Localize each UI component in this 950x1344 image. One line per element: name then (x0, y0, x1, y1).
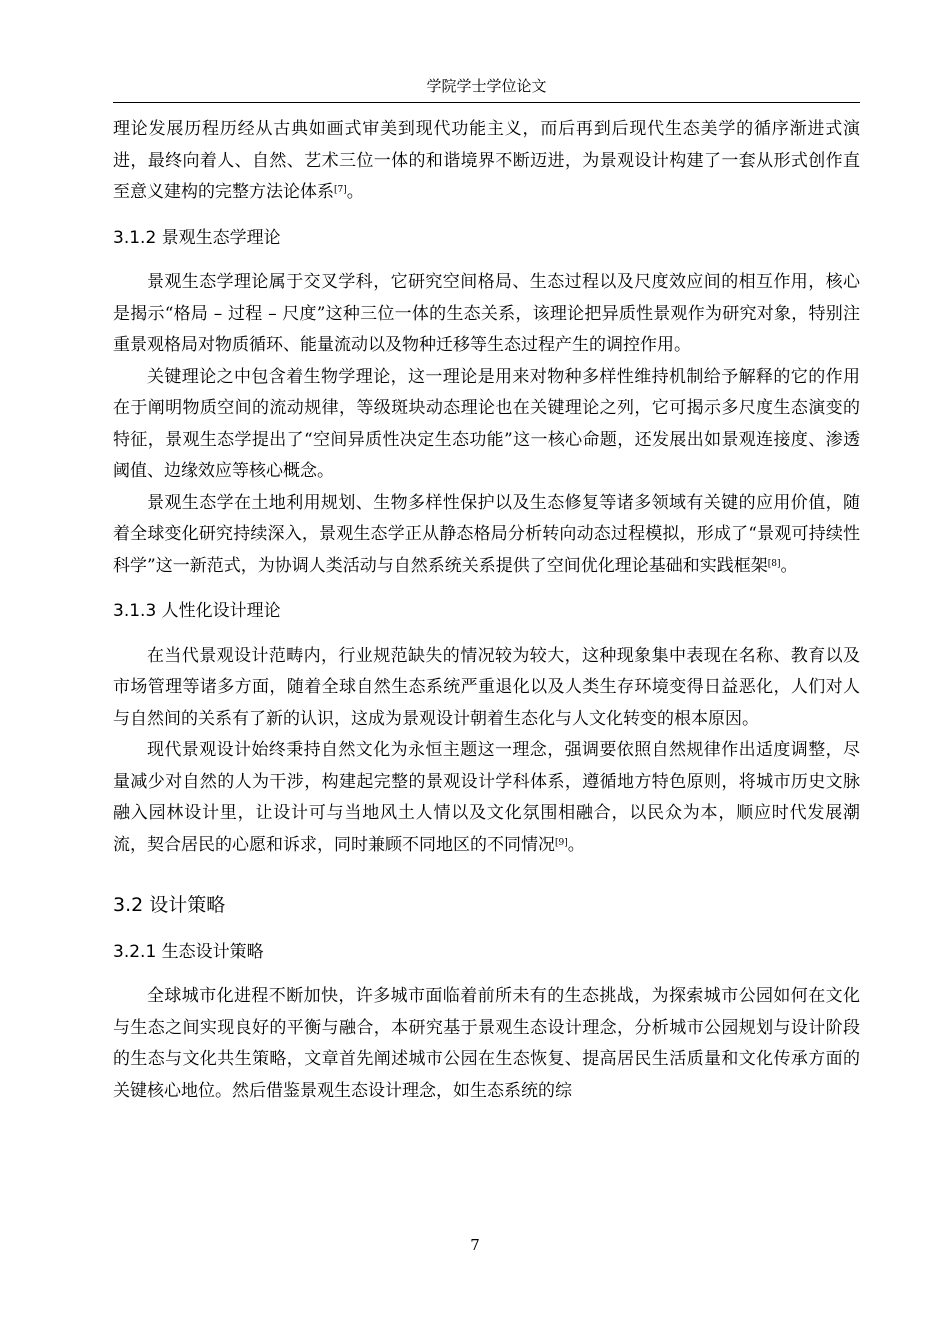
paragraph-text: 理论发展历程历经从古典如画式审美到现代功能主义，而后再到后现代生态美学的循序渐进式演进，最终向着人、自然、艺术三位一体的和谐境界不断迈进，为景观设计构建了一套从形式创作直至意义建构的完整方法论体系 (113, 119, 860, 202)
paragraph-landscape-ecology-2: 关键理论之中包含着生物学理论，这一理论是用来对物种多样性维持机制给予解释的它的作用在于阐明物质空间的流动规律，等级斑块动态理论也在关键理论之列，它可揭示多尺度生态演变的特征，景观生态学提出了“空间异质性决定生态功能”这一核心命题，还发展出如景观连接度、渗透阈值、边缘效应等核心概念。 (113, 366, 860, 481)
paragraph-landscape-ecology-3 (113, 488, 860, 583)
header-title: 学院学士学位论文 (426, 77, 547, 95)
paragraph-landscape-ecology-1: 景观生态学理论属于交叉学科，它研究空间格局、生态过程以及尺度效应间的相互作用，核心是揭示“格局 – 过程 – 尺度”这种三位一体的生态关系，该理论把异质性景观作为研究对象，特别注重景观格局对物质循环、能量流动以及物种迁移等生态过程产生的调控作用。 (113, 272, 860, 355)
section-heading-3-1-3: 3.1.3 人性化设计理论 (113, 601, 281, 621)
citation-7[interactable]: [7] (334, 185, 347, 195)
running-header (113, 66, 860, 103)
paragraph-intro (113, 114, 860, 209)
paragraph-tail: 。 (780, 555, 798, 576)
paragraph-text: 景观生态学在土地利用规划、生物多样性保护以及生态修复等诸多领域有关键的应用价值，随着全球变化研究持续深入，景观生态学正从静态格局分析转向动态过程模拟，形成了“景观可持续性科学”这一新范式，为协调人类活动与自然系统关系提供了空间优化理论基础和实践框架 (113, 492, 860, 576)
paragraph-humanized-design-2 (113, 735, 860, 861)
paragraph-text: 现代景观设计始终秉持自然文化为永恒主题这一理念，强调要依照自然规律作出适度调整，尽量减少对自然的人为干涉，构建起完整的景观设计学科体系，遵循地方特色原则，将城市历史文脉融入园林设计里，让设计可与当地风土人情以及文化氛围相融合，以民众为本，顺应时代发展潮流，契合居民的心愿和诉求，同时兼顾不同地区的不同情况 (113, 740, 860, 855)
paragraph-eco-strategy-1: 全球城市化进程不断加快，许多城市面临着前所未有的生态挑战，为探索城市公园如何在文化与生态之间实现良好的平衡与融合，本研究基于景观生态设计理念，分析城市公园规划与设计阶段的生态与文化共生策略，文章首先阐述城市公园在生态恢复、提高居民生活质量和文化传承方面的关键核心地位。然后借鉴景观生态设计理念，如生态系统的综 (113, 986, 860, 1101)
section-heading-3-2-1: 3.2.1 生态设计策略 (113, 941, 264, 962)
citation-8[interactable]: [8] (767, 558, 781, 569)
page-body (113, 114, 860, 1107)
page-number: 7 (470, 1236, 480, 1254)
section-heading-3-2: 3.2 设计策略 (113, 894, 226, 916)
section-heading-3-1-2: 3.1.2 景观生态学理论 (113, 227, 281, 248)
paragraph-humanized-design-1: 在当代景观设计范畴内，行业规范缺失的情况较为较大，这种现象集中表现在名称、教育以及市场管理等诸多方面，随着全球自然生态系统严重退化以及人类生存环境变得日益恶化，人们对人与自然间的关系有了新的认识，这成为景观设计朝着生态化与人文化转变的根本原因。 (113, 645, 860, 729)
citation-9[interactable]: [9] (555, 837, 568, 848)
paragraph-tail: 。 (567, 834, 585, 855)
paragraph-tail: 。 (346, 182, 364, 202)
